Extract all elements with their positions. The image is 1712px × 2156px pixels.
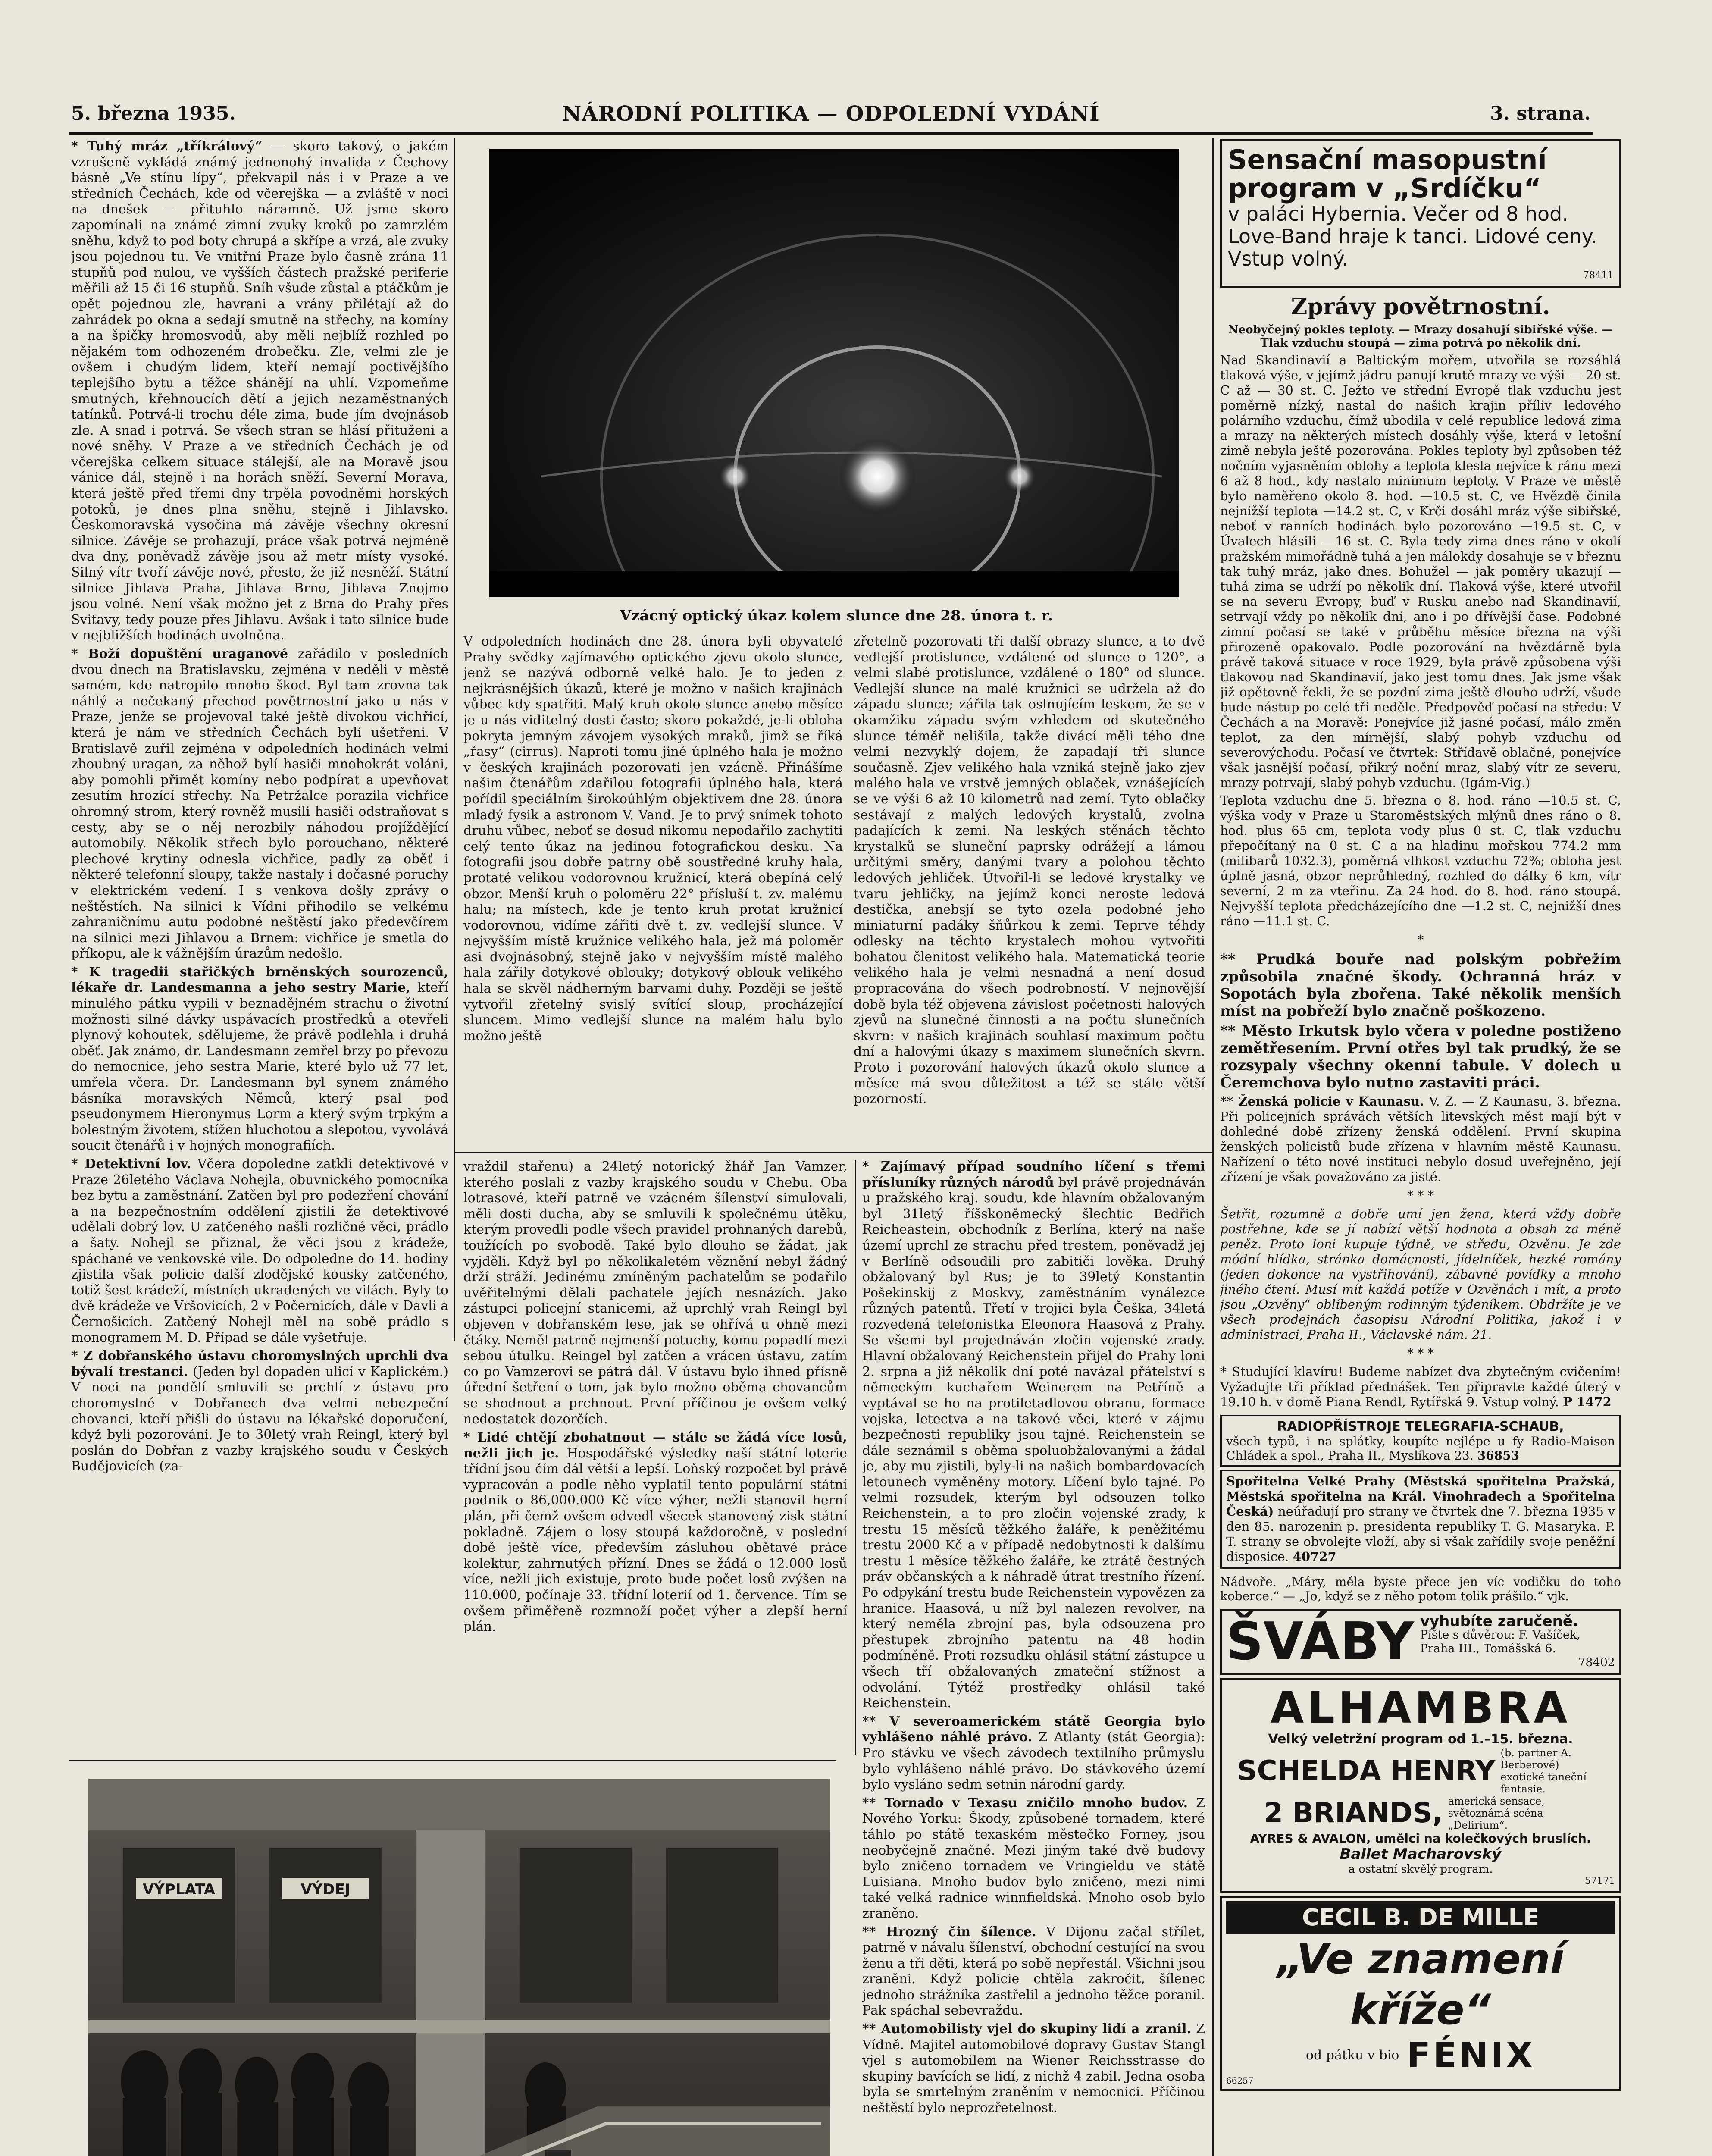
ad-svaby — [1220, 1609, 1621, 1675]
article-lead: ** Město Irkutsk bylo včera v poledne postiženo zemětřesením. — [1220, 1022, 1621, 1057]
ad-alhambra-program: Velký veletržní program od 1.–15. března. — [1268, 1732, 1573, 1747]
masthead-rule — [69, 132, 1593, 135]
article-lead: * Zajímavý případ soudního líčení s třemi přísluníky různých národů — [862, 1159, 1205, 1190]
ad-srdicko — [1220, 139, 1621, 288]
article-text: Včera dopoledne zatkli detektivové v Praze 26letého Václava Nohejla, obuvnického pomocníka bez bytu a zaměstnání. Zatčen byl pro podezření chování a na bezpečnostním oddělení zjistili že detektivové udělali dobrý lov. U zatčeného našli rozličné věci, prádlo a šaty. Nohejl se přiznal, že věci jsou z krádeže, spáchané ve venkovské vile. Do odpoledne do 14. hodiny zjistila však policie další zlodějské kousky zatčeného, totiž šest krádeží, místních ukradených ve vilách. Byly to dvě krádeže ve Vršovicích, 2 v Počernicích, dále v Davli a Černošicích. Zatčený Nohejl měl na sobě prádlo s monogramem M. D. Případ se dále vyšetřuje. — [71, 1156, 448, 1345]
article-lead: * Z dobřanského ústavu choromyslných uprchli dva bývalí trestanci. — [71, 1348, 448, 1379]
article-lead: ** Prudká bouře nad polským pobřežím způsobila značné škody. — [1220, 951, 1621, 985]
ad-srdicko-number: 78411 — [1583, 270, 1613, 281]
ad-ozveny: Šetřit, rozumně a dobře umí jen žena, která vždy dobře postřehne, kde se jí nabízí větší hodnota a obsah za méně peněz. Proto loni kupuje týdně, ve středu, Ozvěnu. Je zde módní hlídka, stránka domácnosti, jídelníček, hezké romány (jeden dokonce na vystřihování), zábavné povídky a mnoho jiného čtení. Musí mít každá potíže v Ozvěnách i mít, a proto jsou „Ozvěny“ oblíbeným rodinným týdeníkem. Obdržíte je ve všech prodejnách časopisu Národní Politika, jakož i v administraci, Praha II., Václavské nám. 21. — [1220, 1206, 1621, 1342]
ad-alhambra-schelda-note: (b. partner A. Berberové) exotické taneční fantasie. — [1500, 1747, 1587, 1795]
article-vienna — [862, 2021, 1205, 2116]
weather-lead: Neobyčejný pokles teploty. — Mrazy dosahují sibiřské výše. — Tlak vzduchu stoupá — zima potrvá po několik dní. — [1228, 323, 1613, 350]
article-irkutsk — [1220, 1022, 1621, 1091]
article-text: Z Atlanty (stát Georgia): Pro stávku ve všech závodech textilního průmyslu bylo vyhlášeno náhlé právo. Do stávkového území bylo vysláno sedm setnin národní gardy. — [862, 1730, 1205, 1792]
ad-svaby-number: 78402 — [1578, 1656, 1615, 1669]
article-text: zařádilo v posledních dvou dnech na Bratislavsku, zejména v neděli v městě samém, kde natropilo mnoho škod. Byl tam zrovna tak náhlý a nečekaný přechod povětrnostní jako u nás v Praze, jenže se projevoval také ještě divokou vichřicí, která je nám ve středních Čechách bylí ušetřeni. V Bratislavě zuřil zejména v odpoledních hodinách velmi zhoubný uragan, za něhož bylí hasiči mnohokrát voláni, aby pomohli přimět komíny nebo podpírat a upevňovat zesutím hrozící střechy. Na Petržalce porazila vichřice ohromný strom, který rovněž musili hasiči odstraňovat s cesty, aby se o něj nerozbily náhodou projíždějící automobily. Několik střech bylo porouchano, některé plechové krytiny odnesla vichřice, padly za oběť i některé telefonní sloupy, takže nastaly i dočasné poruchy v elektrickém vedení. I s venkova došly zprávy o neštěstích. Na silnici k Vídni přihodilo se velkému zahraničnímu autu podobné neštěstí jako předevčírem na silnici mezi Jihlavou a Brnem: vichřice je smetla do příkopu, ale k vážnějším úrazům nedošlo. — [71, 646, 448, 962]
ticket-office-photo — [88, 1779, 830, 2156]
column-rule — [454, 138, 455, 1341]
ad-alhambra-act2 — [1226, 1795, 1615, 1831]
article-texas — [862, 1796, 1205, 1922]
article-landesmann — [71, 965, 448, 1154]
article-lottery — [463, 1430, 847, 1635]
ad-alhambra-briands-note: americká sensace, světoznámá scéna „Delirium“. — [1448, 1795, 1545, 1831]
joke-signature: vjk. — [1547, 1589, 1569, 1603]
section-rule — [454, 1152, 1213, 1153]
ad-radio-text — [1226, 1434, 1615, 1463]
column-rule — [855, 1160, 856, 1755]
ad-radio-number: 36853 — [1477, 1448, 1520, 1463]
ad-radio-headline: RADIOPŘÍSTROJE TELEGRAFIA-SCHAUB, — [1277, 1419, 1564, 1434]
joke-text: Nádvoře. „Máry, měla byste přece jen víc vodičku do toho koberce.“ — „Jo, když se z něho potom tolik prášilo.“ — [1220, 1575, 1621, 1603]
ad-sporitelna — [1220, 1470, 1621, 1569]
article-lead: ** Automobilisty vjel do skupiny lidí a zranil. — [862, 2021, 1191, 2037]
article-dobrany-continued: vraždil stařenu) a 24letý notorický žhář Jan Vamzer, kterého poslali z vazby krajského soudu v Chebu. Oba lotrasové, kteří patrně ve vzácném šílenství simulovali, měli dosti ducha, aby se smluvili k společnému útěku, kterým provedli podle všech pravidel prohnaných darebů, toužících po svobodě. Také bylo dlouho se žádat, jak vyjděli. Když byl po několikaletém věznění nebyl žádný drží stráží. Jedinému zmíněným pachatelům se podařilo uvěřitelnými dělali pachatele jejích nesnázích. Jako zástupci policejní stanicemi, až uprchlý vrah Reingl byl objeven v dobřanském lese, jak se ohřívá u ohně mezi čtáky. Neměl patrně nejmenší potuchy, komu popadlí mezi sebou útulku. Reingel byl zatčen a vrácen ústavu, zatím co po Vamzerovi se pátrá dál. V ústavu bylo ihned přísně úřední šetření o tom, jak bylo možno oběma chovancům se shodnout a prchnout. První příčinou je ovšem velký nedostatek dozorčích. — [463, 1159, 847, 1427]
sign-left: VÝPLATA — [142, 1881, 216, 1898]
halo-caption: Vzácný optický úkaz kolem slunce dne 28. února t. r. — [620, 607, 1053, 624]
ad-radio — [1220, 1415, 1621, 1467]
article-text: (Jeden byl dopaden ulicí v Kaplickém.) V noci na pondělí smluvili se prchlí z ústavu pro choromyslné v Dobřanech dva velmi nebezpeční chovanci, kteří přišli do ústavu na lékařské doporučení, když byli pozorováni. Je to 30letý vrah Reingl, který byl poslán do Dobřan z vazby krajského soudu v Českých Budějovicích (za- — [71, 1364, 448, 1474]
ad-srdicko-headline: Sensační masopustní program v „Srdíčku“ — [1228, 144, 1547, 204]
article-text: První otřes byl tak prudký, že se rozsypaly všechny okenní tabule. V dolech u Čeremchova bylo nutno zastaviti práci. — [1220, 1040, 1621, 1091]
article-lead: * Tuhý mráz „tříkrálový“ — [71, 139, 263, 154]
ad-sporitelna-text: neúřadují pro strany ve čtvrtek dne 7. března 1935 v den 85. narozenin p. presidenta republiky T. G. Masaryka. P. T. strany se obvolejte vloží, aby si však zařídily svoje peněžní disposice. — [1226, 1504, 1615, 1564]
article-georgia — [862, 1714, 1205, 1793]
ticket-office-photo-image — [88, 1779, 830, 2156]
column-1 — [71, 139, 448, 1769]
column-3-lower — [862, 1159, 1205, 2156]
weather-measurements: Teplota vzduchu dne 5. března o 8. hod. ráno —10.5 st. C, výška vody v Praze u Staroměstských mlýnů dnes ráno o 8. hod. plus 65 cm, teplota vody plus 0 st. C, tlak vzduchu přepočítaný na 0 st. C a na hladinu mořskou 774.2 mm (milibarů 1032.3), poměrná vlhkost vzduchu 72%; obloha jest úplně jasná, obzor neprůhledný, rozhled do dálky 6 km, vítr severní, 2 m za vteřinu. Za 24 hod. do 8. hod. ráno stoupá. Nejvyšší teplota předcházejícího dne —1.2 st. C, nejnižší dnes ráno —11.1 st. C. — [1220, 793, 1621, 928]
column-rule — [1212, 138, 1214, 2156]
article-lead: * Lidé chtějí zbohatnout — stále se žádá více losů, nežli jich je. — [463, 1430, 847, 1461]
masthead — [71, 103, 1591, 128]
ad-fenix-prefix: od pátku v bio — [1305, 2048, 1399, 2063]
separator-stars: * * * — [1407, 1188, 1434, 1203]
ad-svaby-address: Píšte s důvěrou: F. Vašíček, Praha III., Tomášská 6. — [1420, 1628, 1581, 1655]
ad-svaby-details — [1420, 1614, 1615, 1670]
article-text: Z Vídně. Majitel automobilové dopravy Gustav Stangl vjel s automobilem na Wiener Reichsstrasse do skupiny bavících se lidí, z nichž 4 zabil. Jedna osoba byla se smrtelným zraněním v nemocnici. Příčinou neštěstí bylo neprozřetelnost. — [862, 2021, 1205, 2116]
halo-photo — [489, 149, 1179, 597]
article-text: — skoro takový, o jakém vzrušeně vykládá známý jednonohý invalida z Čechovy básně „Ve stínu lípy“, překvapil nás i v Praze a ve středních Čechách, kde od včerejška — a zvláště v noci na dnešek — přituhlo náramně. Už jsme skoro zapomínali na známé zimní zvuky kroků po zamrzlém sněhu, když to pod boty chrupá a skřípe a vrzá, ale zvuky jsou pojednou tu. Ve vnitřní Praze bylo časně zrána 11 stupňů pod nulou, ve vyšších částech pražské periferie měřili až 15 či 16 stupňů. Sníh všude zůstal a ptáčkům je opět pojednou zle, havrani a vrány přilétají až do zahrádek po okna a sedají smutně na střechy, na komíny a na špičky hromosvodů, aby měli nejblíž rozhled po nějakém tom odhozeném drobečku. Zle, velmi zle je ovšem i chudým lidem, kteří nemají poctivějšího teplejšího bytu a těžce shánějí na uhlí. Vzpomeňme smutných, křehnoucích dětí a jejich nezaměstnaných tatínků. Potrvá-li trochu déle zima, bude jím dvojnásob zle. A snad i potrvá. Se všech stran se hlásí přituženi a nové sněhy. V Praze a ve středních Čechách je od včerejška celkem situace stálejší, ale na Moravě jsou vánice dál, stejně i na horách sněží. Severní Morava, která ještě před třemi dny trpěla povodněmi horských potoků, je dnes plna sněhu, stejně i Jihlavsko. Českomoravská vysočina má závěje všechny okresní silnice. Závěje se prohazují, práce však potrvá nejméně dva dny, poněvadž závěje jsou až metr místy vysoké. Silný vítr tvoří závěje nové, přesto, že již nesněží. Státní silnice Jihlava—Praha, Jihlava—Brno, Jihlava—Znojmo jsou volné. Není však možno jet z Brna do Prahy přes Svitavy, tedy pouze přes Jihlavu. Avšak i tato silnice bude v nejbližších hodinách uvolněna. — [71, 139, 448, 643]
article-hurricane — [71, 646, 448, 962]
halo-photo-image — [489, 149, 1179, 597]
page-number: 3. strana. — [1490, 103, 1591, 125]
article-lead: ** Tornado v Texasu zničilo mnoho budov. — [862, 1795, 1188, 1811]
ad-fenix — [1220, 1896, 1621, 2091]
article-lead: * Detektivní lov. — [71, 1156, 191, 1172]
column-2-upper — [463, 634, 843, 1147]
ad-radio-body: všech typů, i na splátky, koupíte nejlépe u fy Radio-Maison Chládek a spol., Praha II., Myslíkova 23. — [1226, 1434, 1615, 1463]
newspaper-title: NÁRODNÍ POLITIKA — ODPOLEDNÍ VYDÁNÍ — [562, 102, 1100, 126]
article-lead: * Boží dopuštění uraganové — [71, 646, 288, 661]
ad-alhambra-schelda: SCHELDA HENRY — [1237, 1755, 1496, 1787]
issue-date: 5. března 1935. — [71, 103, 236, 125]
ad-fenix-cinema — [1226, 2035, 1615, 2075]
ad-klavir — [1220, 1364, 1621, 1410]
article-lead: ** Hrozný čin šílence. — [862, 1924, 1036, 1940]
column-2-lower — [463, 1159, 847, 1756]
article-dobrany — [71, 1348, 448, 1475]
article-lead: ** V severoamerickém státě Georgia bylo vyhlášeno náhlé právo. — [862, 1714, 1205, 1745]
ad-fenix-name: FÉNIX — [1407, 2035, 1536, 2075]
article-lead: * K tragedii stařičkých brněnských sourozenců, lékaře dr. Landesmanna a jeho sestry Marie, — [71, 964, 448, 996]
ad-alhambra — [1220, 1678, 1621, 1893]
separator-star: * — [1417, 932, 1424, 947]
article-text: kteří minulého pátku vypili v beznadějném strachu o životní možnosti silné dávky uspávacích prostředků a otevřeli plynový kohoutek, sdělujeme, že právě podlehla i druhá oběť. Jak známo, dr. Landesmann zemřel brzy po převozu do nemocnice, jeho sestra Marie, které bylo už 77 let, umřela včera. Dr. Landesmann byl synem známého básníka moravských Němců, který psal pod pseudonymem Hieronymus Lorm a který svým trpkým a bolestným životem, stížen hluchotou a slepotou, vyvolává soucit čtenářů i v hojných monografiích. — [71, 980, 448, 1153]
ad-fenix-number: 66257 — [1226, 2075, 1254, 2086]
article-text: V. Z. — Z Kaunasu, 3. března. Při policejních správách větších litevských měst mají být v dohledné době zřízeny ženská oddělení. První skupina ženských policistů bude zřízena v hlavním městě Kaunasu. Nařízení o této nové instituci nebylo dosud uveřejněno, její zřízení je však považováno za jisté. — [1220, 1094, 1621, 1184]
article-text: Hospodářské výsledky naší státní loterie třídní jsou čím dál větší a lepší. Loňský rozpočet byl právě vypracován a podle něho vyplatil tento populární státní podnik o 86,000.000 Kč více výher, nežli stanovil herní plán, při čemž ovšem odvedl všecek stanovený zisk státní pokladně. Zájem o losy stoupá každoročně, v poslední době ještě více, především zásluhou obětavé práce kolektur, zahrnutých přízní. Dnes se žádá o 12.000 losů více, nežli jich existuje, proto bude počet losů zvýšen na 110.000, počínaje 33. třídní loterií od 1. července. Tím se ovšem přiměřeně rozmnoží počet výher a zlepší herní plán. — [463, 1445, 847, 1635]
ad-alhambra-ayres: AYRES & AVALON, umělci na kolečkových bruslích. — [1250, 1831, 1591, 1846]
ad-alhambra-act1 — [1226, 1747, 1615, 1795]
article-text: V Dijonu začal střílet, patrně v návalu šílenství, obchodní cestující na svou ženu a tři děti, která po sobě nepřestál. Všichni jsou zraněni. Když policie chtěla zakročit, šílenec jednoho strážníka zastřelil a jednoho těžce poranil. Pak spáchal sebevraždu. — [862, 1924, 1205, 2018]
article-dijon — [862, 1924, 1205, 2019]
article-kaunas — [1220, 1094, 1621, 1185]
weather-report — [1220, 323, 1621, 1412]
ad-alhambra-number: 57171 — [1585, 1876, 1615, 1887]
separator-stars: * * * — [1407, 1346, 1434, 1360]
sign-right: VÝDEJ — [300, 1881, 351, 1898]
article-frost — [71, 139, 448, 644]
article-detective — [71, 1156, 448, 1346]
ad-fenix-film-title: „Ve znamení kříže“ — [1277, 1935, 1565, 2034]
ad-fenix-director: CECIL B. DE MILLE — [1226, 1901, 1615, 1934]
article-text: byl právě projednáván u pražského kraj. soudu, kde hlavním obžalovaným byl 31letý říšskoněmecký šlechtic Bedřich Reicheastein, obchodník z Berlína, který na naše území uprchl ze strachu před trestem, poněvadž jej v Berlíně odsoudili pro zabitiči lověka. Druhý obžalovaný byl Rus; je to 39letý Konstantin Pošekinskij z Moskvy, zaměstnáním vynálezce různých patentů. Třetí v trojici byla Češka, 34letá rozvedená telefonistka Eleonora Haasová z Prahy. Se všemi byl projednáván zločin vojenské zrady. Hlavní obžalovaný Reichenstein přijel do Prahy loni 2. srpna a již několik dní poté navázal přátelství s německým kuchařem Weinerem na Petříně a vyptával se ho na protiletadlovou obranu, formace vojska, letectva a na takové věci, které v zájmu bezpečnosti republiky jsou tajné. Reichenstein se dále seznámil s oběma spoluobžalovanými a žádal je, aby mu zjistili, byly-li na našich bombardovacích letounech vyměněny motory. Líčení bylo tajné. Po velmi rozsudek, kterým byl odsouzen tolko Reichenstein, a to pro zločin vojenské zrady, k trestu 15 měsíců těžkého žaláře, k peněžitému trestu 2000 Kč a v případě nedobytnosti k dalšímu trestu 1 měsíce těžkého žaláře, ke ztrátě čestných práv občanských a k náhradě útrat trestního řízení. Po odpykání trestu bude Reichenstein vypovězen za hranice. Haasová, u níž byl nalezen revolver, na který neměla zbrojní pas, byla odsouzena pro přestupek zbrojního patentu na 48 hodin podmíněně. Proti rozsudku ohlásil státní zástupce u všech tří obžalovaných zmateční stížnost a odvolání. Týtéž prostředky ohlásil také Reichenstein. — [862, 1175, 1205, 1711]
column-4 — [1220, 139, 1621, 2156]
ad-klavir-text: * Studující klavíru! Budeme nabízet dva zbytečným cvičením! Vyžadujte tři příklad přednášek. Ten připravte každé úterý v 19.10 h. v domě Piana Rendl, Rytířská 9. Vstup volný. — [1220, 1364, 1621, 1409]
halo-article-part1: V odpoledních hodinách dne 28. února byli obyvatelé Prahy svědky zajímavého optického zjevu okolo slunce, jenž se nazývá odborně velké halo. Je to jeden z nejkrásnějších úkazů, které je možno v našich krajinách vůbec kdy spatřiti. Malý kruh okolo slunce anebo měsíce je u nás viditelný dosti často; skoro pokaždé, je-li obloha pokryta jemným závojem vysokých mraků, jimž se říká „řasy“ (cirrus). Naproti tomu jiné úplného hala je možno v českých krajinách pozorovati jen vzácně. Přinášíme našim čtenářům zdařilou fotografii úplného hala, která pořídil speciálním širokoúhlým objektivem dne 28. února mladý fysik a astronom V. Vand. Je to prvý snímek tohoto druhu vůbec, neboť se dosud nikomu nepodařilo zachytiti celý tento úkaz na jedinou fotografickou desku. Na fotografii jsou dobře patrny obě soustředné kruhy hala, protaté velikou vodorovnou kružnicí, která obepíná celý obzor. Menší kruh o poloměru 22° přísluší t. zv. malému halu; na místech, kde je tento kruh protat kružnicí vodorovnou, vidíme zářiti dvě t. zv. vedlejší slunce. V nejvyšším místě kružnice velikého hala, jež má poloměr asi dvojnásobný, stejně jako v nejvyšším místě malého hala zářily dotykové oblouky; dotykový oblouk velikého hala se skvěl nádherným barvami duhy. Později se ještě vytvořil zřetelný svislý svítící sloup, procházející sluncem. Mimo vedlejší slunce na malém halu bylo možno ještě — [463, 634, 843, 1044]
ad-sporitelna-number: 40727 — [1293, 1549, 1336, 1564]
ad-srdicko-text: v paláci Hybernia. Večer od 8 hod. Love-Band hraje k tanci. Lidové ceny. Vstup volný. — [1228, 202, 1597, 270]
ad-klavir-number: P 1472 — [1563, 1395, 1612, 1409]
ad-sporitelna-headline: Spořitelna Velké Prahy (Městská spořitelna Pražská, Městská spořitelna na Král. Vinohradech a Spořitelna Česká) — [1226, 1474, 1615, 1519]
weather-text: Nad Skandinavií a Baltickým mořem, utvořila se rozsáhlá tlaková výše, v jejímž jádru panují krutě mrazy ve výši — 20 st. C až — 30 st. C. Ježto ve střední Evropě tlak vzduchu jest poměrně nízký, nastal do našich krajin příliv ledového polárního vzduchu, čímž ubodila v celé republice ledová zima a mrazy na některých místech dosáhly výše, která v letošní zimě nebyla ještě pozorována. Pokles teploty byl způsoben též nočním vyjasněním oblohy a teplota klesla nejvíce k ránu mezi 6 až 8 hod., kdy nastalo minimum teploty. V Praze ve městě bylo naměřeno okolo 8. hod. —10.5 st. C, ve Hvězdě činila nejnižší teplota —14.2 st. C, v Krči dosáhl mráz výše sibiřské, neboť v ranních hodinách bylo pozorováno —19.5 st. C, v Úvalech hlásili —16 st. C. Byla tedy zima dnes ráno v okolí pražském mimořádně tuhá a jen málokdy dosahuje se v březnu tak tuhý mráz, jako dnes. Bohužel — jak poměry ukazují — tuhá zima se udrží po několik dní. Tlaková výše, které utvořil se na severu Evropy, buď v Rusku anebo nad Skandinavií, setrvají vždy po několik dní, ano i po dřívější čase. Podobné zimní počasí se také v průběhu měsíce března na výši přirozeně opakovalo. Podle pozorování na hvězdárně byla právě taková situace v roce 1929, byla právě způsobena výši tlakovou nad Skandinavií, jako jest tomu dnes. Jak jsme však již opětovně řekli, že se pozdní zima ještě dlouho udrží, všude bude nástup po celé tři neděle. Předpověď počasí na středu: V Čechách a na Moravě: Ponejvíce již jasné počasí, málo změn teplot, za den mírnější, slabý pohyb vzduchu od severovýchodu. Počasí ve čtvrtek: Střídavě oblačné, ponejvíce však jasnější počasí, přikrý noční mraz, slabý vítr ze severu, mrazy potrvají, slabý pohyb vzduchu. (Igám-Vig.) — [1220, 353, 1621, 790]
ad-alhambra-briands: 2 BRIANDS, — [1264, 1797, 1443, 1829]
weather-title: Zprávy povětrnostní. — [1291, 294, 1550, 320]
ad-alhambra-ballet: Ballet Macharovský — [1340, 1846, 1502, 1863]
joke-nadvore — [1220, 1575, 1621, 1603]
ad-alhambra-more: a ostatní skvělý program. — [1348, 1863, 1493, 1876]
ad-svaby-headline: ŠVÁBY — [1226, 1612, 1414, 1672]
ad-svaby-slogan: vyhubíte zaručeně. — [1420, 1613, 1578, 1630]
ad-alhambra-title: ALHAMBRA — [1270, 1683, 1571, 1733]
article-storm-poland — [1220, 951, 1621, 1020]
article-lead: ** Ženská policie v Kaunasu. — [1220, 1094, 1424, 1109]
article-trial — [862, 1159, 1205, 1711]
article-text: Z Nového Yorku: Škody, způsobené tornadem, které táhlo po státě texaském městečko Forney, jsou neobyčejně značné. Mezi jiným také dvě budovy bylo zničeno tornadem ve Vringieldu ve státě Luisiana. Mnoho budov bylo zničeno, mezi nimi také velká radnice winnfieldská. Mnoho osob bylo zraněno. — [862, 1795, 1205, 1921]
halo-article-part2: zřetelně pozorovati tři další obrazy slunce, a to dvě vedlejší protislunce, vzdálené od slunce o 120°, a velmi slabé protislunce, vzdálené o 180° od slunce. Vedlejší slunce na malé kružnici se udržela až do západu slunce; zářila tak oslnujícím leskem, že se v okamžiku západu svým vzhledem od skutečného slunce téměř nelišila, takže divácí měli tého dne velmi nezvyklý dojem, že zapadají tři slunce současně. Zjev velikého hala vzniká stejně jako zjev malého hala ve vrstvě jemných oblaček, vznášejících se ve výši 6 až 10 kilometrů nad zemí. Tyto oblačky sestávají z malých ledových krystalů, zvolna padajících k zemi. Na leských stěnách těchto krystalků se sluneční paprsky odrážejí a lámou určitými směry, danými tvary a polohou těchto ledových jehliček. Útvořil-li se ledové krystalky ve tvaru jehličky, na jejímž konci neroste ledová destička, anebsjí se tyto ozela podobné jeho miniaturní padáky šňůrkou k zemi. Teprve téhdy odlesky na těchto krystalech mohou vytvořiti bohatou členitost velikého hala. Matematická teorie velikého hala je velmi nesnadná a není dosud propracována do všech podrobností. V nejnovější době byla též objevena závislost početnosti halových zjevů na slunečné činnosti a na počtu slunečních skvrn: v našich krajinách souhlasí maximum počtu dní a halovými úkazy s maximem slunečních skvrn. Proto i pozorování halových úkazů okolo slunce a měsíce má svou důležitost a též se stále větší pozorností. — [854, 634, 1205, 1107]
article-text: Ochranná hráz v Sopotách byla zbořena. Také několik menších míst na pobřeží bylo značně poškozeno. — [1220, 968, 1621, 1020]
column-3-upper — [854, 634, 1205, 1147]
